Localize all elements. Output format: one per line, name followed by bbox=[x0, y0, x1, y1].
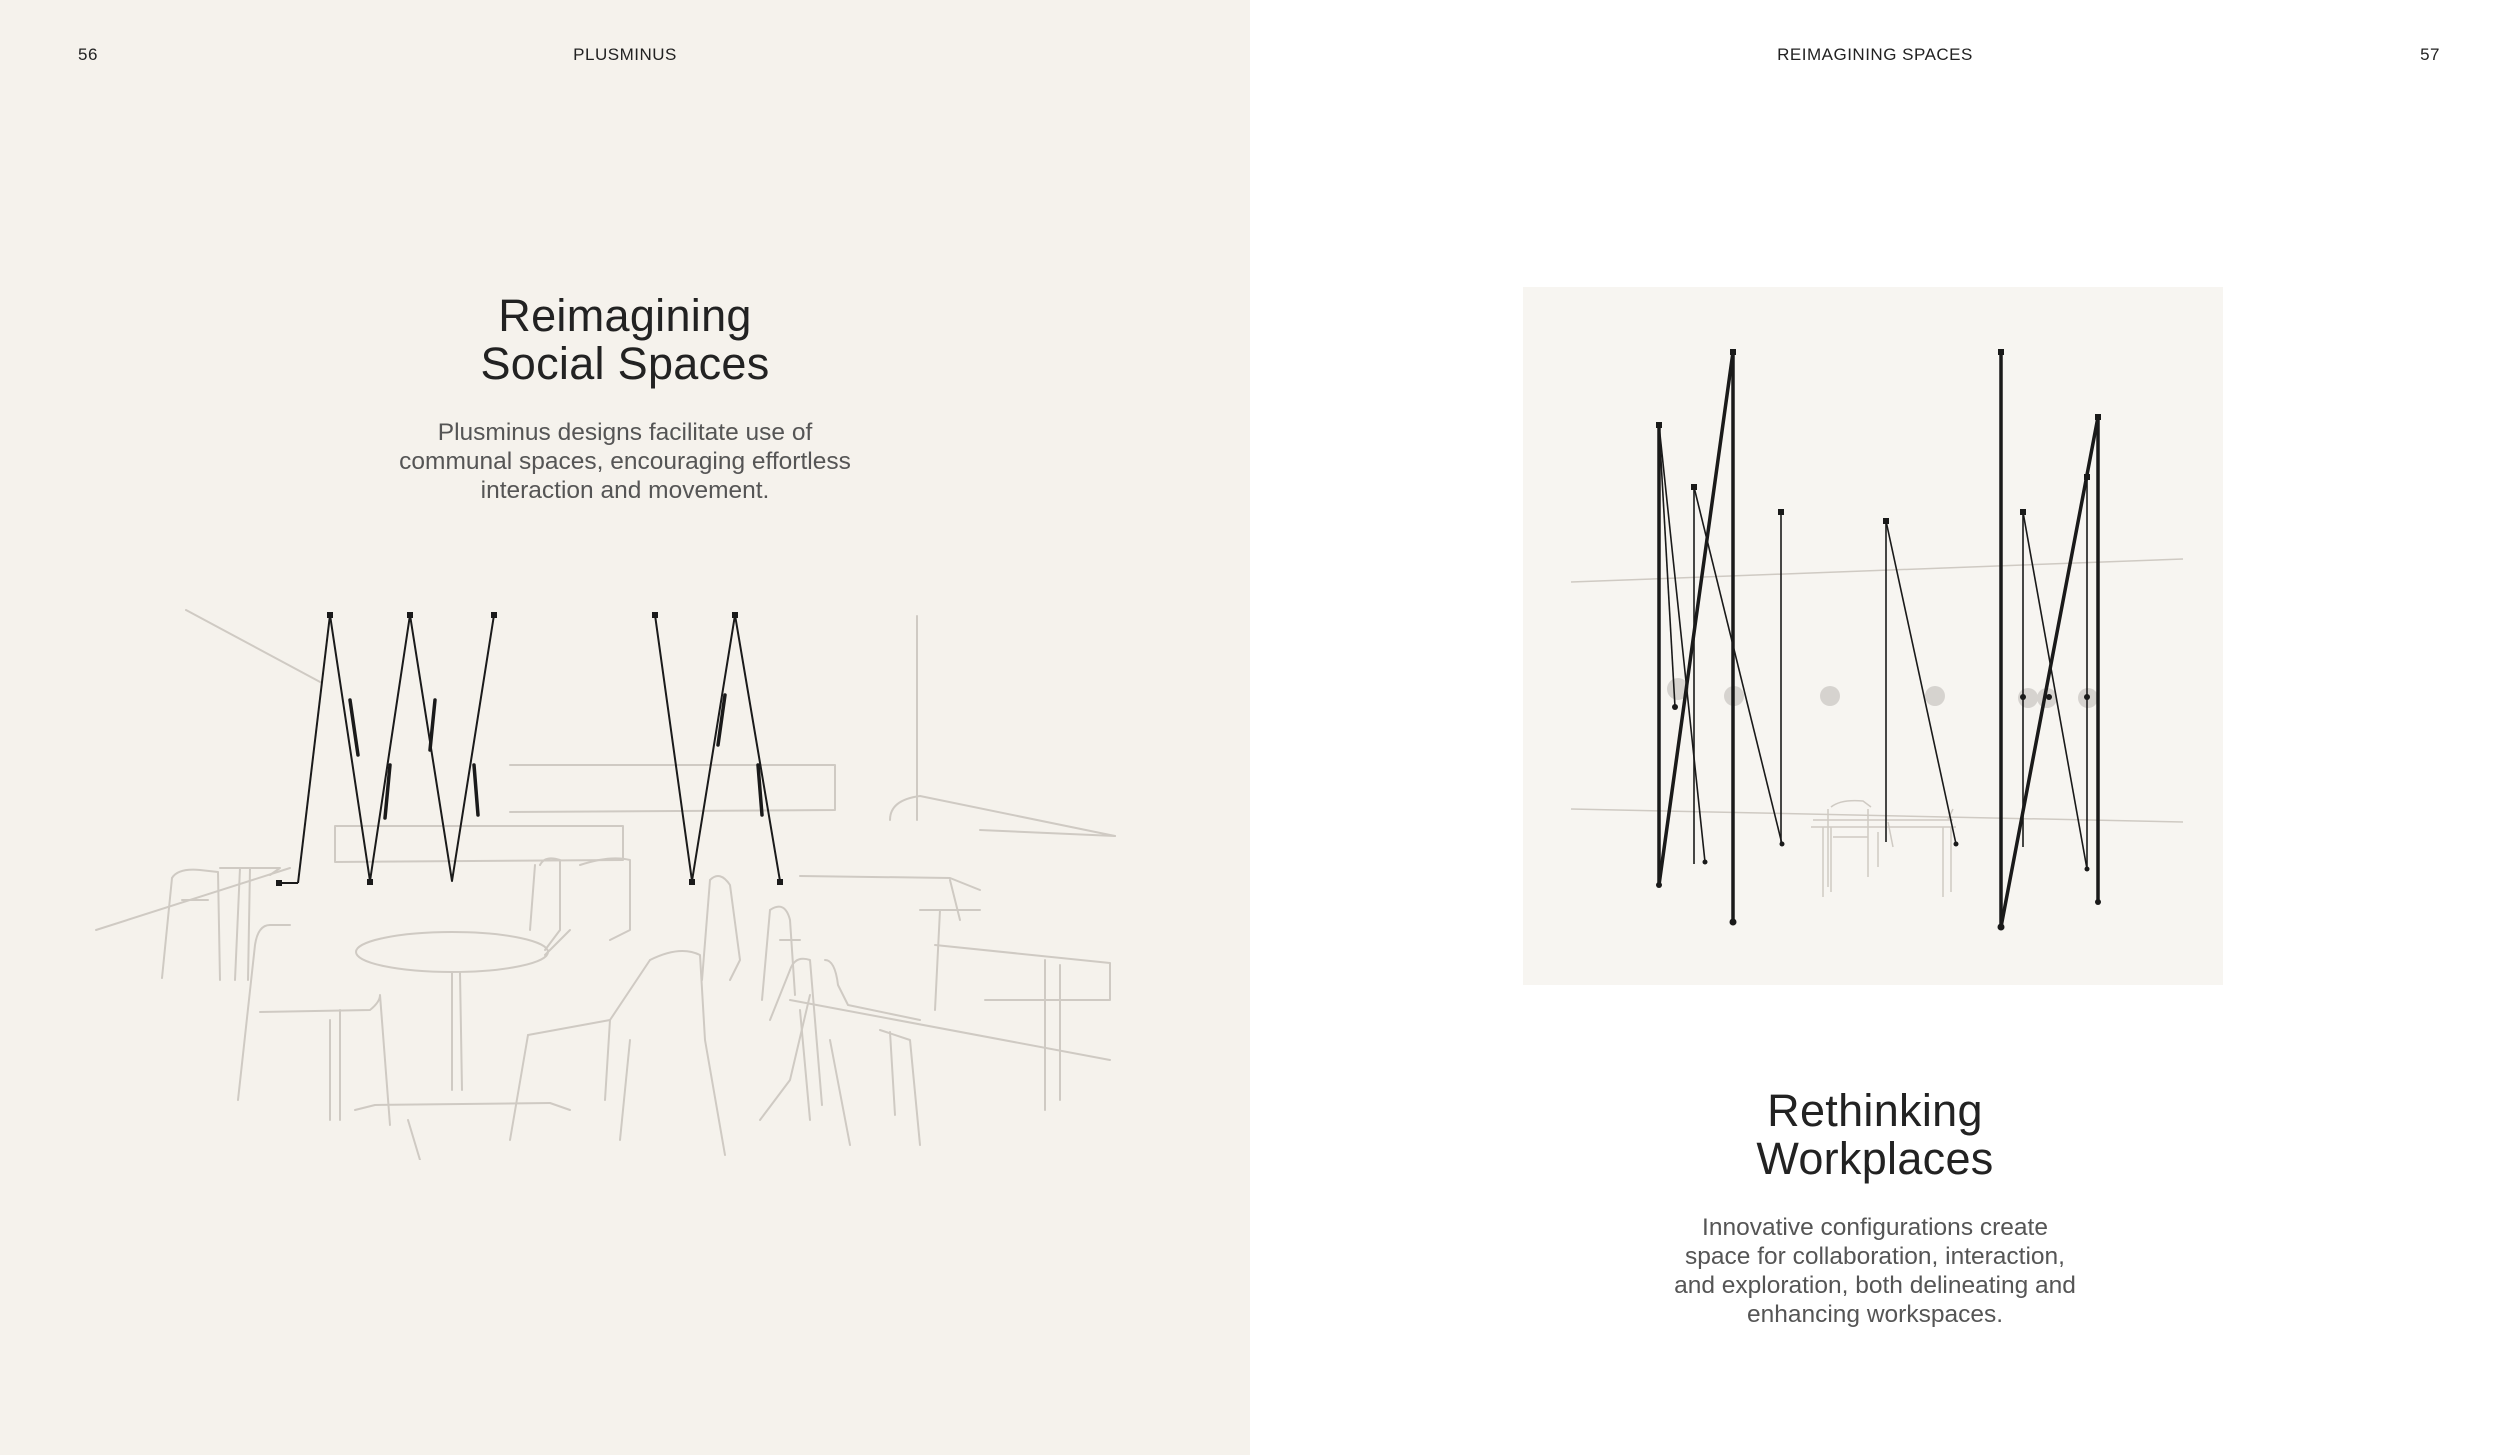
section-heading-social bbox=[0, 292, 1250, 388]
right-page bbox=[1250, 0, 2500, 1455]
body-line: space for collaboration, interaction, bbox=[1685, 1243, 2065, 1270]
fixture-joints bbox=[276, 612, 783, 886]
page-number-right: 57 bbox=[2420, 45, 2440, 64]
body-line: communal spaces, encouraging effortless bbox=[399, 448, 851, 475]
heading-line: Rethinking bbox=[1767, 1085, 1983, 1136]
body-line: enhancing workspaces. bbox=[1746, 1301, 2004, 1328]
section-body-social bbox=[0, 418, 1250, 505]
section-body-workplaces bbox=[1250, 1213, 2500, 1329]
body-line: and exploration, both delineating and bbox=[1674, 1272, 2076, 1299]
running-title-right: REIMAGINING SPACES bbox=[1777, 45, 1973, 64]
running-title-left: PLUSMINUS bbox=[573, 45, 677, 64]
heading-line: Social Spaces bbox=[480, 338, 770, 389]
page-number-left: 56 bbox=[78, 45, 98, 64]
social-space-lounge-illustration bbox=[90, 600, 1140, 1160]
heading-line: Reimagining bbox=[498, 290, 752, 341]
illustration-panel bbox=[1523, 287, 2223, 985]
thin-suspension-wires bbox=[1659, 425, 2087, 869]
body-line: Innovative configurations create bbox=[1702, 1214, 2048, 1241]
lounge-sketch bbox=[96, 610, 1115, 1160]
fixture-light-segments bbox=[350, 695, 762, 818]
heading-line: Workplaces bbox=[1756, 1133, 1994, 1184]
workplace-pole-lights-illustration bbox=[1523, 287, 2223, 985]
body-line: interaction and movement. bbox=[480, 477, 770, 504]
zigzag-light-fixtures bbox=[278, 615, 780, 883]
body-line: Plusminus designs facilitate use of bbox=[437, 419, 813, 446]
section-heading-workplaces bbox=[1250, 1087, 2500, 1183]
